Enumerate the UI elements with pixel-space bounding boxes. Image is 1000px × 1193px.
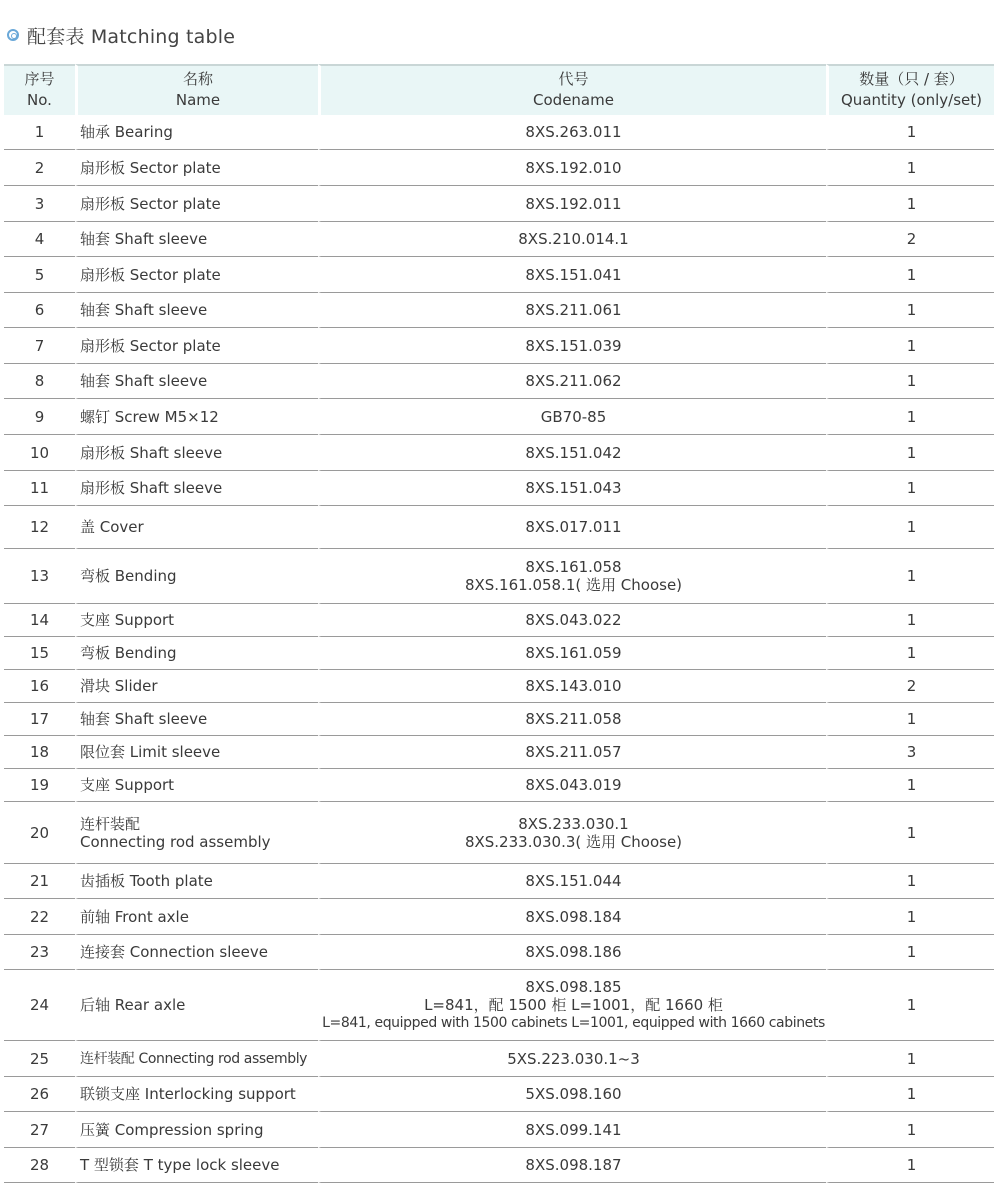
cell-name-line: 轴套 Shaft sleeve	[80, 372, 208, 390]
cell-name	[75, 435, 318, 471]
table-row	[4, 1041, 994, 1077]
cell-name-line: 弯板 Bending	[80, 644, 177, 662]
cell-name	[75, 935, 318, 970]
cell-code-line: 8XS.098.185	[525, 978, 622, 996]
cell-no: 8	[4, 364, 75, 399]
cell-code-line: 8XS.161.059	[525, 644, 622, 662]
cell-name-line: 支座 Support	[80, 611, 175, 629]
header-code-cn: 代号	[558, 70, 589, 88]
cell-code	[318, 399, 826, 435]
cell-code	[318, 703, 826, 736]
cell-name-line: 连杆装配 Connecting rod assembly	[80, 1050, 308, 1067]
cell-code-line: 8XS.098.186	[525, 943, 622, 961]
cell-name-line: 前轴 Front axle	[80, 907, 189, 926]
cell-code	[318, 970, 826, 1041]
table-row	[4, 257, 994, 293]
table-row	[4, 769, 994, 802]
cell-code-line: 8XS.161.058	[525, 558, 622, 576]
cell-qty: 3	[826, 736, 994, 769]
cell-no: 3	[4, 186, 75, 222]
cell-no: 5	[4, 257, 75, 293]
cell-name	[75, 670, 318, 703]
cell-name	[75, 186, 318, 222]
cell-name	[75, 222, 318, 257]
cell-name-line: 盖 Cover	[80, 518, 144, 536]
cell-code-line: 8XS.151.041	[525, 265, 622, 284]
cell-name-line: 扇形板 Shaft sleeve	[80, 443, 223, 462]
cell-name-line: 联锁支座 Interlocking support	[80, 1085, 296, 1103]
cell-code	[318, 186, 826, 222]
cell-name-line: 连接套 Connection sleeve	[80, 943, 268, 961]
header-name-cn: 名称	[182, 70, 213, 88]
cell-no: 18	[4, 736, 75, 769]
table-row	[4, 1148, 994, 1183]
cell-code-line: 8XS.098.184	[525, 907, 622, 926]
cell-code-line: 8XS.211.062	[525, 372, 622, 390]
cell-code	[318, 637, 826, 670]
table-row	[4, 899, 994, 935]
cell-code	[318, 471, 826, 506]
page-title: 配套表 Matching table	[27, 25, 236, 48]
cell-name-line: 齿插板 Tooth plate	[80, 872, 213, 890]
cell-code	[318, 115, 826, 150]
cell-code	[318, 222, 826, 257]
cell-qty: 1	[826, 399, 994, 435]
cell-name	[75, 150, 318, 186]
cell-qty: 1	[826, 970, 994, 1041]
cell-name-line: 压簧 Compression spring	[80, 1120, 264, 1139]
cell-qty: 1	[826, 471, 994, 506]
cell-code-line: 8XS.211.057	[525, 743, 622, 761]
cell-code-line: 8XS.017.011	[525, 518, 622, 536]
cell-code-line: 8XS.211.058	[525, 710, 622, 728]
cell-code	[318, 1041, 826, 1077]
cell-no: 20	[4, 802, 75, 864]
cell-code-line: 8XS.211.061	[525, 301, 622, 319]
cell-code-line: 8XS.043.022	[525, 611, 622, 629]
table-row	[4, 935, 994, 970]
cell-name	[75, 549, 318, 604]
table-row	[4, 222, 994, 257]
cell-code	[318, 1077, 826, 1112]
header-no-en: No.	[27, 91, 52, 109]
cell-name	[75, 471, 318, 506]
cell-no: 25	[4, 1041, 75, 1077]
cell-name	[75, 506, 318, 549]
cell-qty: 1	[826, 1148, 994, 1183]
cell-name	[75, 703, 318, 736]
cell-qty: 1	[826, 364, 994, 399]
cell-name-line: 限位套 Limit sleeve	[80, 743, 221, 761]
cell-code-line: 8XS.099.141	[525, 1120, 622, 1139]
cell-name-line: 弯板 Bending	[80, 567, 177, 585]
cell-name	[75, 864, 318, 899]
cell-code-line: 8XS.233.030.3( 选用 Choose)	[464, 832, 683, 851]
cell-qty: 1	[826, 506, 994, 549]
cell-qty: 1	[826, 864, 994, 899]
cell-qty: 1	[826, 899, 994, 935]
table-row	[4, 802, 994, 864]
cell-code	[318, 736, 826, 769]
cell-qty: 1	[826, 703, 994, 736]
cell-name	[75, 257, 318, 293]
table-header-row	[4, 64, 994, 115]
table-row	[4, 328, 994, 364]
table-row	[4, 506, 994, 549]
table-body	[4, 115, 994, 1183]
table-row	[4, 970, 994, 1041]
table-row	[4, 399, 994, 435]
cell-no: 11	[4, 471, 75, 506]
table-row	[4, 670, 994, 703]
cell-qty: 1	[826, 1041, 994, 1077]
table-row	[4, 150, 994, 186]
cell-no: 12	[4, 506, 75, 549]
cell-no: 21	[4, 864, 75, 899]
cell-name	[75, 1041, 318, 1077]
cell-code-line: L=841, equipped with 1500 cabinets L=1001, equipped with 1660 cabinets	[322, 1015, 825, 1031]
cell-name-line: 扇形板 Sector plate	[80, 194, 221, 213]
cell-name-line: 滑块 Slider	[80, 677, 158, 695]
cell-name-line: 扇形板 Shaft sleeve	[80, 479, 223, 497]
cell-code	[318, 435, 826, 471]
cell-qty: 1	[826, 257, 994, 293]
cell-code-line: 8XS.143.010	[525, 677, 622, 695]
cell-code	[318, 802, 826, 864]
cell-qty: 1	[826, 637, 994, 670]
cell-name	[75, 115, 318, 150]
cell-name-line: 螺钉 Screw M5×12	[80, 407, 219, 426]
cell-code	[318, 935, 826, 970]
table-row	[4, 293, 994, 328]
cell-code-line: L=841，配 1500 柜 L=1001，配 1660 柜	[424, 996, 723, 1014]
cell-name-line: Connecting rod assembly	[80, 832, 271, 851]
table-row	[4, 604, 994, 637]
cell-qty: 1	[826, 769, 994, 802]
cell-code-line: 8XS.151.042	[525, 443, 622, 462]
cell-code-line: 5XS.098.160	[525, 1085, 622, 1103]
cell-no: 24	[4, 970, 75, 1041]
cell-no: 28	[4, 1148, 75, 1183]
cell-code-line: 8XS.098.187	[525, 1156, 622, 1174]
cell-name	[75, 970, 318, 1041]
matching-table-container	[4, 64, 994, 1183]
title-bar	[7, 22, 235, 48]
cell-qty: 1	[826, 802, 994, 864]
table-row	[4, 364, 994, 399]
cell-no: 15	[4, 637, 75, 670]
cell-qty: 1	[826, 293, 994, 328]
double-circle-icon	[7, 29, 19, 41]
cell-no: 19	[4, 769, 75, 802]
header-code-en: Codename	[533, 91, 614, 109]
cell-qty: 1	[826, 186, 994, 222]
cell-code	[318, 1148, 826, 1183]
cell-code-line: 8XS.151.043	[525, 479, 622, 497]
cell-name	[75, 1148, 318, 1183]
cell-code	[318, 150, 826, 186]
table-row	[4, 471, 994, 506]
header-name-en: Name	[175, 91, 221, 109]
cell-code-line: 8XS.043.019	[525, 776, 622, 794]
table-row	[4, 736, 994, 769]
cell-qty: 1	[826, 115, 994, 150]
cell-no: 4	[4, 222, 75, 257]
cell-name-line: 扇形板 Sector plate	[80, 158, 221, 177]
cell-name-line: 轴套 Shaft sleeve	[80, 710, 208, 728]
cell-no: 9	[4, 399, 75, 435]
cell-code	[318, 670, 826, 703]
cell-qty: 1	[826, 435, 994, 471]
cell-no: 2	[4, 150, 75, 186]
cell-no: 27	[4, 1112, 75, 1148]
cell-name	[75, 364, 318, 399]
cell-no: 14	[4, 604, 75, 637]
cell-name	[75, 604, 318, 637]
cell-code	[318, 506, 826, 549]
cell-code	[318, 769, 826, 802]
cell-no: 22	[4, 899, 75, 935]
table-row	[4, 435, 994, 471]
cell-code-line: 8XS.210.014.1	[518, 230, 629, 248]
header-qty	[826, 64, 994, 115]
cell-code	[318, 899, 826, 935]
cell-no: 13	[4, 549, 75, 604]
cell-code-line: 5XS.223.030.1~3	[507, 1049, 640, 1068]
cell-name	[75, 769, 318, 802]
cell-code	[318, 364, 826, 399]
header-qty-en: Quantity (only/set)	[841, 91, 982, 109]
cell-name	[75, 899, 318, 935]
header-name	[75, 64, 318, 115]
cell-code-line: 8XS.263.011	[525, 123, 622, 141]
cell-code-line: 8XS.151.039	[525, 336, 622, 355]
cell-code-line: GB70-85	[540, 407, 607, 426]
cell-name	[75, 293, 318, 328]
cell-code-line: 8XS.233.030.1	[518, 814, 629, 833]
cell-code	[318, 328, 826, 364]
cell-code	[318, 864, 826, 899]
table-row	[4, 115, 994, 150]
cell-name-line: 轴承 Bearing	[80, 123, 173, 141]
cell-qty: 1	[826, 150, 994, 186]
cell-no: 6	[4, 293, 75, 328]
cell-name	[75, 328, 318, 364]
cell-no: 26	[4, 1077, 75, 1112]
cell-name-line: 连杆装配	[80, 814, 141, 833]
matching-table	[4, 64, 994, 1183]
cell-no: 23	[4, 935, 75, 970]
cell-code-line: 8XS.192.011	[525, 194, 622, 213]
header-no-cn: 序号	[24, 70, 55, 88]
cell-qty: 1	[826, 1077, 994, 1112]
cell-code	[318, 549, 826, 604]
cell-name	[75, 637, 318, 670]
cell-no: 10	[4, 435, 75, 471]
table-row	[4, 186, 994, 222]
cell-name-line: T 型锁套 T type lock sleeve	[80, 1156, 280, 1174]
table-row	[4, 549, 994, 604]
cell-name	[75, 1077, 318, 1112]
cell-name-line: 轴套 Shaft sleeve	[80, 230, 208, 248]
header-no	[4, 64, 75, 115]
cell-qty: 2	[826, 670, 994, 703]
header-code	[318, 64, 826, 115]
cell-name	[75, 399, 318, 435]
cell-qty: 1	[826, 549, 994, 604]
table-row	[4, 637, 994, 670]
header-qty-cn: 数量（只 / 套）	[859, 70, 964, 88]
table-row	[4, 1077, 994, 1112]
cell-qty: 1	[826, 604, 994, 637]
cell-no: 17	[4, 703, 75, 736]
cell-qty: 1	[826, 935, 994, 970]
cell-no: 16	[4, 670, 75, 703]
cell-name	[75, 1112, 318, 1148]
cell-qty: 1	[826, 328, 994, 364]
cell-no: 7	[4, 328, 75, 364]
cell-name	[75, 736, 318, 769]
table-row	[4, 703, 994, 736]
cell-name-line: 轴套 Shaft sleeve	[80, 301, 208, 319]
cell-name-line: 后轴 Rear axle	[80, 996, 186, 1014]
table-row	[4, 1112, 994, 1148]
cell-code-line: 8XS.151.044	[525, 872, 622, 890]
cell-code	[318, 604, 826, 637]
cell-no: 1	[4, 115, 75, 150]
cell-name	[75, 802, 318, 864]
cell-code	[318, 1112, 826, 1148]
cell-code-line: 8XS.161.058.1( 选用 Choose)	[464, 576, 683, 594]
cell-qty: 1	[826, 1112, 994, 1148]
table-row	[4, 864, 994, 899]
cell-code	[318, 293, 826, 328]
cell-code-line: 8XS.192.010	[525, 158, 622, 177]
cell-name-line: 扇形板 Sector plate	[80, 265, 221, 284]
cell-qty: 2	[826, 222, 994, 257]
cell-name-line: 扇形板 Sector plate	[80, 336, 221, 355]
cell-code	[318, 257, 826, 293]
cell-name-line: 支座 Support	[80, 776, 175, 794]
